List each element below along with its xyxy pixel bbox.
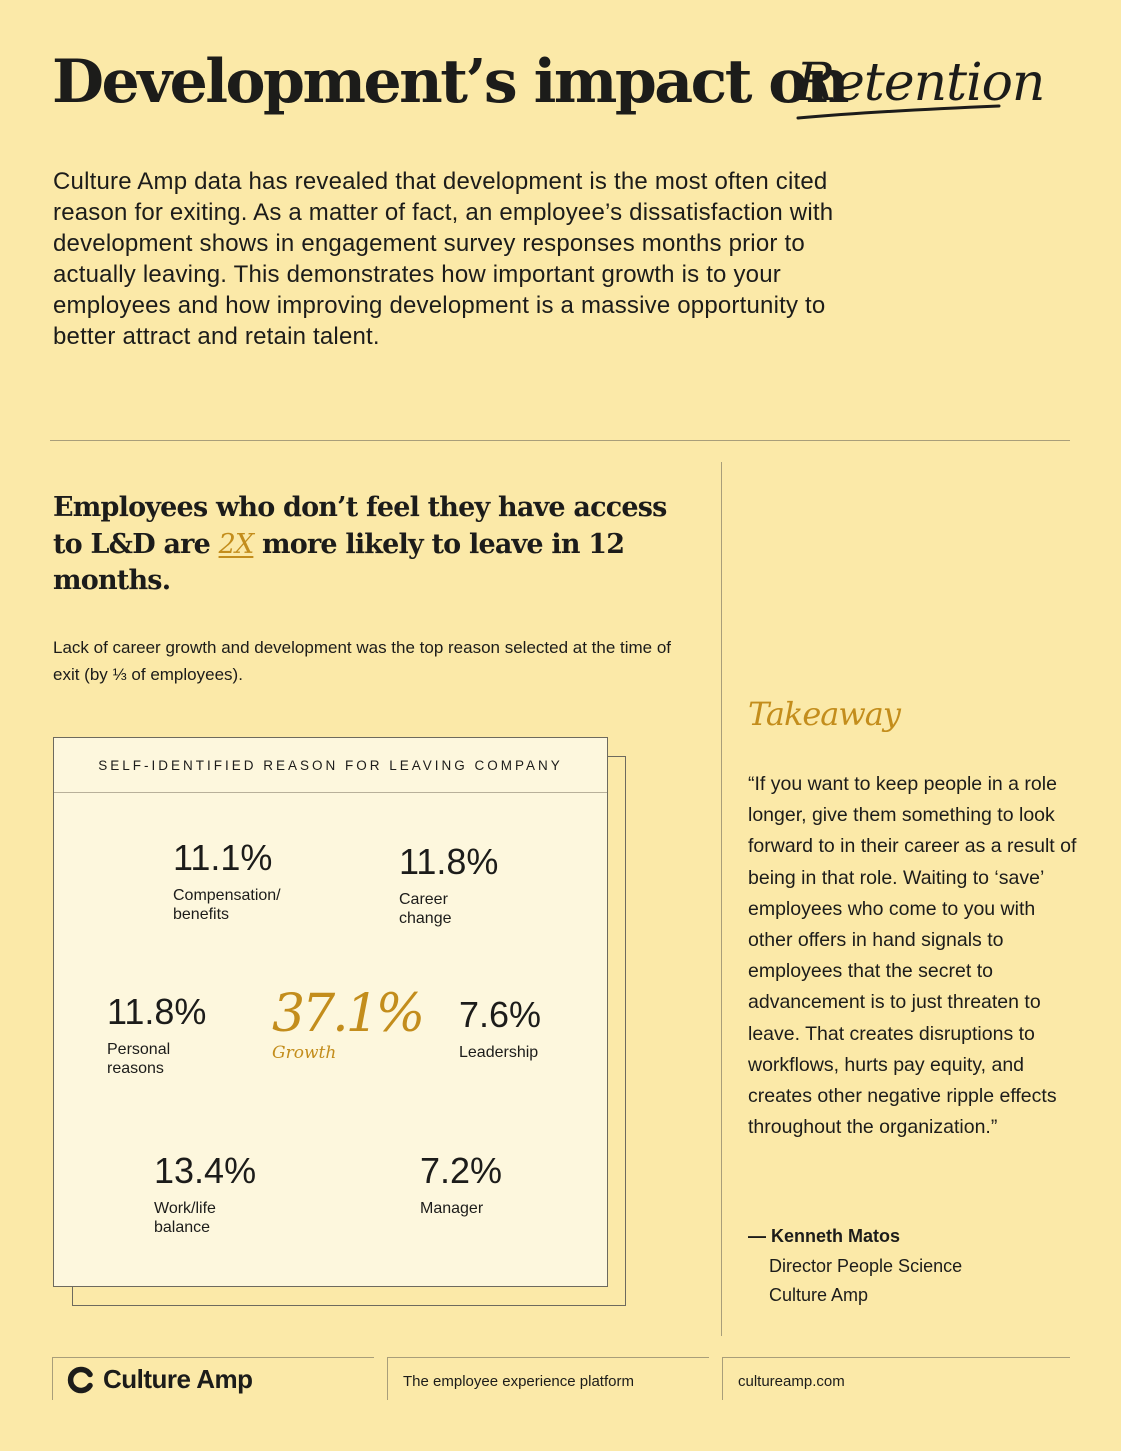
section-divider <box>50 440 1070 441</box>
attribution-title: Director People Science <box>769 1255 963 1276</box>
footer-rule <box>722 1357 1070 1358</box>
intro-paragraph: Culture Amp data has revealed that development is the most often cited reason for exiting. As a matter of fact, an employee’s dissatisfaction with development shows in engagement survey responses months prior to actually leaving. This demonstrates how important growth is to your employees and how improving development is a massive opportunity to better attract and retain talent. <box>53 168 834 350</box>
stat-manager <box>420 1151 502 1218</box>
footer-divider <box>722 1357 723 1400</box>
stat-label: Manager <box>420 1200 484 1217</box>
stat-value: 11.8% <box>107 991 207 1032</box>
reasons-card <box>53 737 608 1287</box>
brand-name: Culture Amp <box>103 1364 253 1394</box>
attribution-org: Culture Amp <box>769 1285 869 1305</box>
card-title: SELF-IDENTIFIED REASON FOR LEAVING COMPANY <box>54 738 607 793</box>
footer-divider <box>387 1357 388 1400</box>
footer-url[interactable]: cultureamp.com <box>738 1373 845 1390</box>
page-title: Development’s impact on <box>52 47 847 117</box>
culture-amp-logo-icon <box>67 1366 95 1394</box>
page-title-script: Retention <box>796 53 1045 113</box>
stat-value: 11.8% <box>399 841 499 882</box>
column-divider <box>721 462 722 1336</box>
footer-brand <box>67 1364 253 1395</box>
stat-label: Career change <box>399 891 452 927</box>
stat-value-highlight: 37.1% <box>272 984 423 1044</box>
stat-label: Personal reasons <box>107 1041 171 1077</box>
stat-value: 11.1% <box>173 837 273 878</box>
footer-tagline: The employee experience platform <box>403 1373 634 1390</box>
footer-divider <box>52 1357 53 1400</box>
takeaway-quote: “If you want to keep people in a role longer, give them something to look forward to in their career as a result of being in that role. Waiting to ‘save’ employees who come to you with other offers in hand signals to employees that the secret to advancement is to just threaten to leave. That creates disruptions to workflows, hurts pay equity, and creates other negative ripple effects throughout the organization.” <box>748 773 1077 1139</box>
stat-headline <box>53 490 673 600</box>
stat-value: 7.6% <box>459 994 542 1035</box>
stat-value: 7.2% <box>420 1150 503 1191</box>
stat-career-change <box>399 842 498 928</box>
takeaway-heading: Takeaway <box>748 695 900 733</box>
stat-growth <box>272 986 422 1063</box>
attribution-name: — Kenneth Matos <box>748 1226 901 1246</box>
stat-label-highlight: Growth <box>272 1043 337 1063</box>
stat-label: Compensation/ benefits <box>173 887 281 923</box>
quote-attribution <box>748 1222 962 1311</box>
stat-label: Leadership <box>459 1044 539 1061</box>
footer-rule <box>387 1357 709 1358</box>
stat-label: Work/life balance <box>154 1200 216 1236</box>
stat-personal-reasons <box>107 992 206 1078</box>
title-underline-decoration <box>794 100 1004 126</box>
headline-text-start: Employees who don’t feel they have access to L&D are <box>53 492 667 560</box>
stat-subtext: Lack of career growth and development was the top reason selected at the time of exit (by ⅓ of employees). <box>53 638 672 684</box>
stat-leadership <box>459 995 541 1062</box>
stat-compensation <box>173 838 303 924</box>
headline-text-end: more likely to leave in 12 months. <box>53 528 625 596</box>
stat-work-life-balance <box>154 1151 256 1237</box>
footer-rule <box>52 1357 374 1358</box>
stat-value: 13.4% <box>154 1150 257 1191</box>
headline-highlight: 2X <box>218 528 254 560</box>
